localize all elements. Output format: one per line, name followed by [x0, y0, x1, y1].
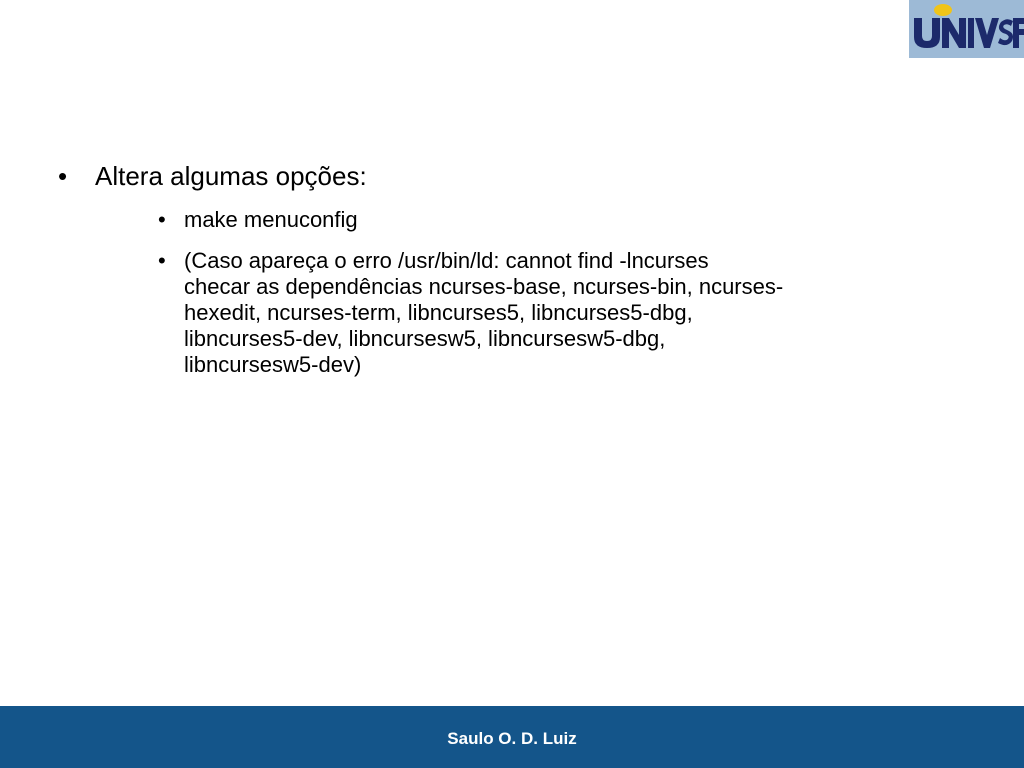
bullet-text: Altera algumas opções:: [95, 161, 367, 191]
sub-bullet-line: hexedit, ncurses-term, libncurses5, libncurses5-dbg,: [184, 300, 693, 325]
sub-bullet-line: libncurses5-dev, libncursesw5, libncursesw5-dbg,: [184, 326, 666, 351]
sub-bullet-marker: •: [158, 207, 166, 232]
sub-bullet-text: [184, 207, 974, 233]
bullet-marker: •: [58, 161, 68, 191]
footer-bar: [0, 706, 1024, 768]
univasf-logo: [909, 0, 1024, 58]
footer-author: Saulo O. D. Luiz: [447, 729, 577, 748]
sub-bullet-line: libncursesw5-dev): [184, 352, 362, 377]
sub-bullet-line: checar as dependências ncurses-base, ncurses-bin, ncurses-: [184, 274, 784, 299]
sub-bullet-line: (Caso apareça o erro /usr/bin/ld: cannot find -lncurses: [184, 248, 709, 273]
sub-bullet-text: [184, 248, 974, 378]
sub-bullet-marker: •: [158, 248, 166, 273]
univasf-logo-graphic: [909, 0, 1024, 58]
sub-bullet-line: make menuconfig: [184, 207, 358, 232]
